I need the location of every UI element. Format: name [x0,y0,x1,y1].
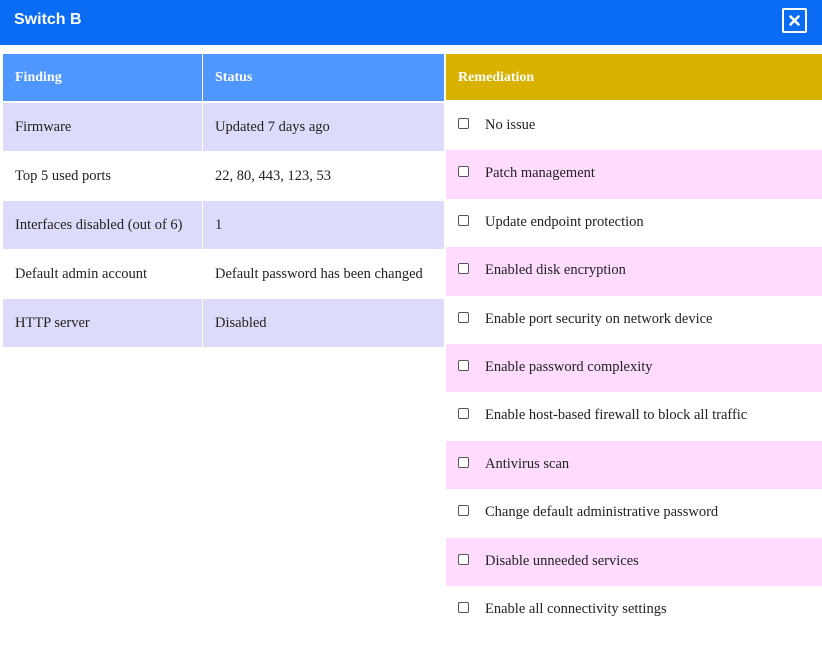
table-row [3,201,445,250]
checkbox[interactable] [458,166,469,177]
remediation-option-label: Antivirus scan [485,455,570,472]
remediation-option-label: Enable host-based firewall to block all traffic [485,407,748,424]
findings-table [2,54,445,348]
remediation-option-change-admin-password[interactable] [446,489,822,537]
remediation-option-label: Disable unneeded services [485,552,639,569]
finding-column-header: Finding [3,54,203,102]
remediation-option-label: Enable all connectivity settings [485,600,667,617]
table-row [3,152,445,201]
remediation-option-label: Enable password complexity [485,358,653,375]
remediation-option-port-security[interactable] [446,296,822,344]
checkbox[interactable] [458,505,469,516]
remediation-option-enable-connectivity[interactable] [446,586,822,634]
status-cell: 1 [203,201,445,250]
finding-cell: Firmware [3,102,203,152]
close-button[interactable] [782,8,807,33]
remediation-option-label: Update endpoint protection [485,213,644,230]
status-cell: Updated 7 days ago [203,102,445,152]
checkbox[interactable] [458,263,469,274]
remediation-option-label: Patch management [485,165,595,182]
finding-cell: Top 5 used ports [3,152,203,201]
checkbox[interactable] [458,360,469,371]
remediation-option-host-firewall[interactable] [446,392,822,440]
remediation-header: Remediation [446,54,822,102]
remediation-option-disk-encryption[interactable] [446,247,822,295]
remediation-option-label: No issue [485,117,536,133]
remediation-panel [446,54,822,634]
table-row [3,299,445,348]
remediation-option-disable-unneeded-services[interactable] [446,538,822,586]
table-row [3,102,445,152]
checkbox[interactable] [458,457,469,468]
status-cell: 22, 80, 443, 123, 53 [203,152,445,201]
status-cell: Default password has been changed [203,250,445,299]
remediation-option-antivirus-scan[interactable] [446,441,822,489]
findings-header-row [3,54,445,102]
remediation-option-update-endpoint-protection[interactable] [446,199,822,247]
remediation-option-no-issue[interactable] [446,102,822,150]
status-cell: Disabled [203,299,445,348]
remediation-option-label: Change default administrative password [485,504,719,521]
remediation-option-label: Enable port security on network device [485,310,713,327]
dialog-titlebar [0,0,822,45]
finding-cell: HTTP server [3,299,203,348]
checkbox[interactable] [458,408,469,419]
remediation-option-patch-management[interactable] [446,150,822,198]
remediation-option-password-complexity[interactable] [446,344,822,392]
checkbox[interactable] [458,118,469,129]
finding-cell: Default admin account [3,250,203,299]
dialog-title: Switch B [14,11,82,28]
remediation-option-label: Enabled disk encryption [485,262,626,279]
checkbox[interactable] [458,215,469,226]
checkbox[interactable] [458,602,469,613]
table-row [3,250,445,299]
finding-cell: Interfaces disabled (out of 6) [3,201,203,250]
status-column-header: Status [203,54,445,102]
checkbox[interactable] [458,312,469,323]
close-x-icon [784,10,805,31]
checkbox[interactable] [458,554,469,565]
